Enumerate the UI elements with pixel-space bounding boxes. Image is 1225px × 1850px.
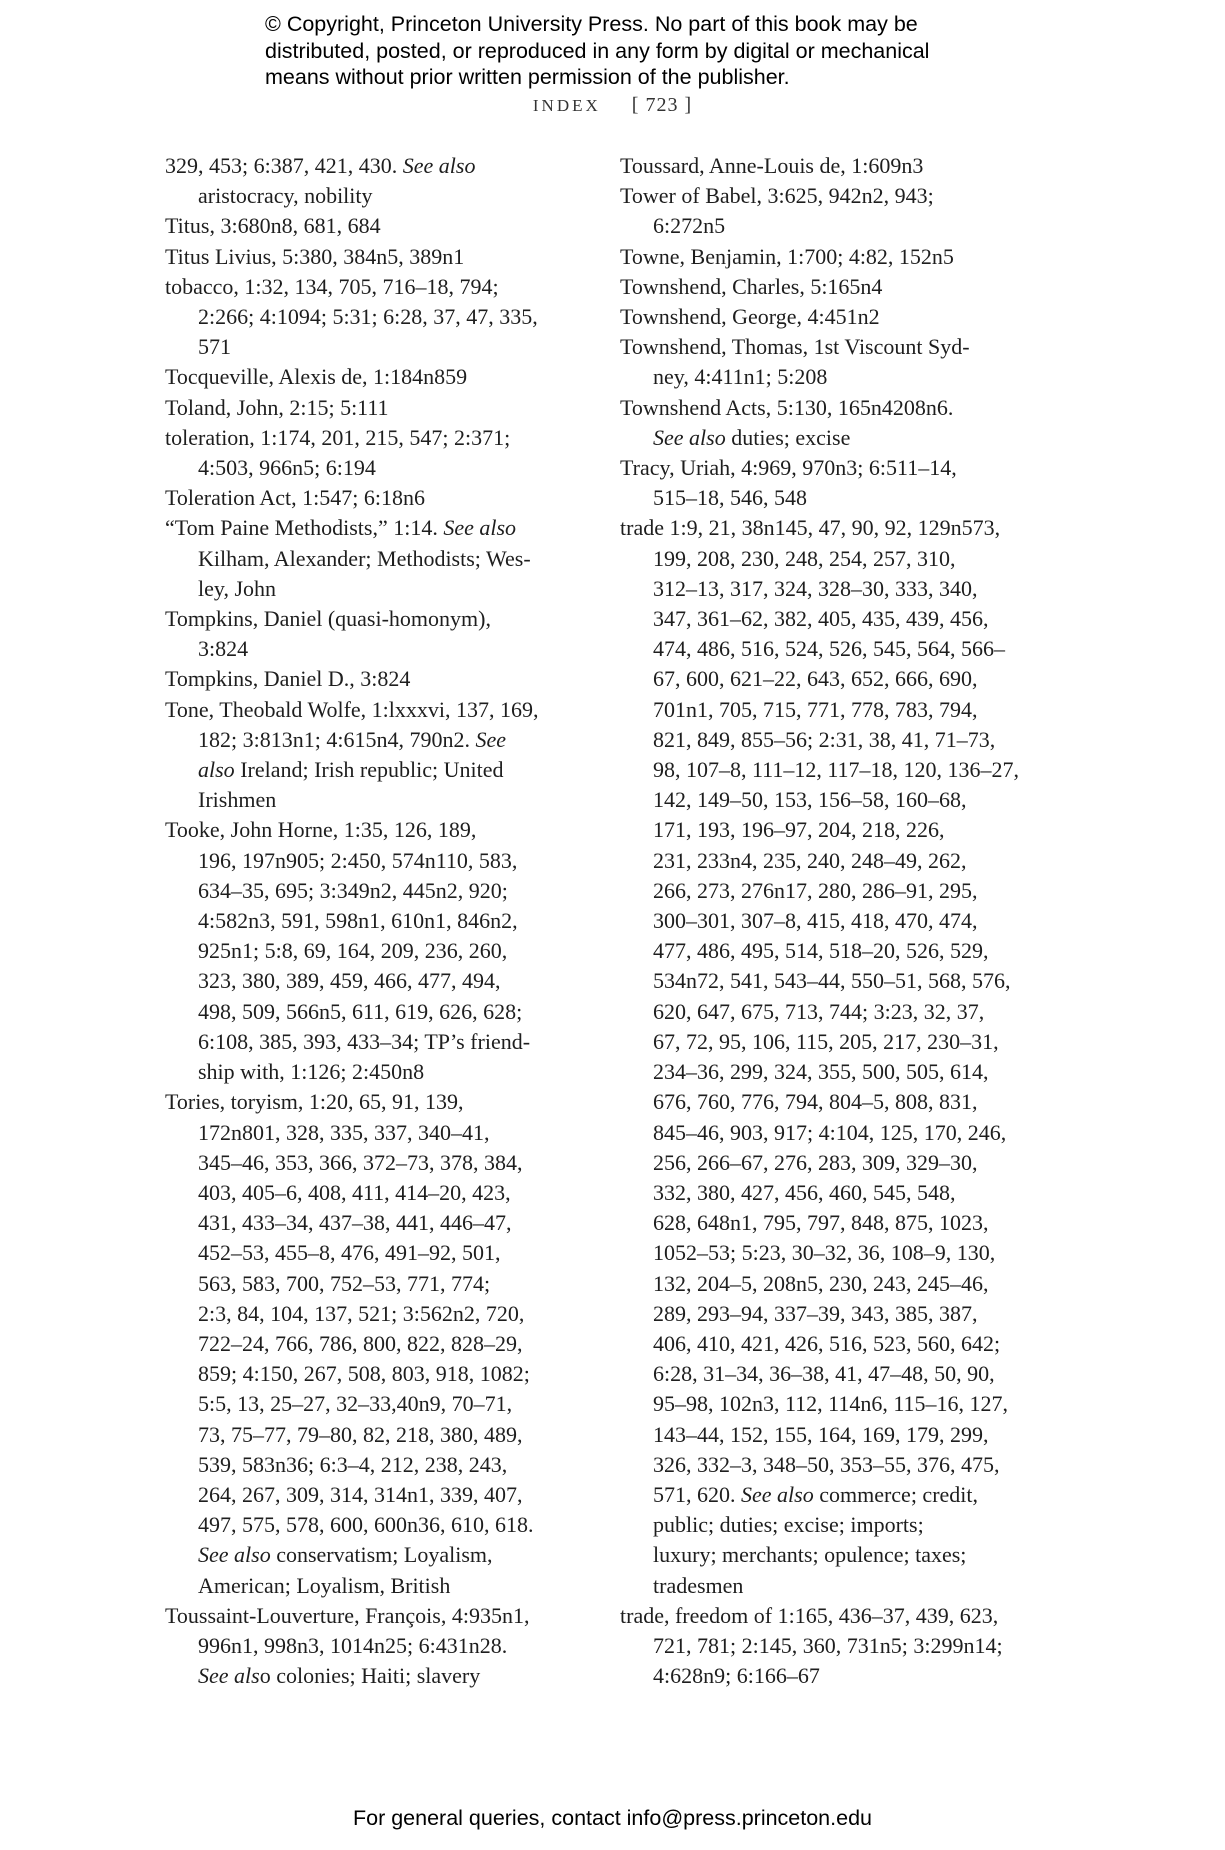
index-entry-continuation: 5:5, 13, 25–27, 32–33,40n9, 70–71, <box>198 1391 513 1417</box>
index-entry-continuation: 406, 410, 421, 426, 516, 523, 560, 642; <box>653 1330 1001 1356</box>
index-entry-continuation: 196, 197n905; 2:450, 574n110, 583, <box>198 847 518 873</box>
index-entry-continuation: 266, 273, 276n17, 280, 286–91, 295, <box>653 877 978 903</box>
index-entry-continuation: 6:28, 31–34, 36–38, 41, 47–48, 50, 90, <box>653 1361 995 1387</box>
index-entry-continuation: 234–36, 299, 324, 355, 500, 505, 614, <box>653 1059 989 1085</box>
index-entry-heading: Tompkins, Daniel D., 3:824 <box>165 666 411 692</box>
index-entry-heading: Townshend, George, 4:451n2 <box>620 304 880 330</box>
copyright-line: © Copyright, Princeton University Press. No part of this book may be <box>265 12 918 36</box>
index-entry-continuation: luxury; merchants; opulence; taxes; <box>653 1542 967 1568</box>
index-entry-continuation: 171, 193, 196–97, 204, 218, 226, <box>653 817 945 843</box>
index-entry-continuation: 3:824 <box>198 636 249 662</box>
index-entry <box>165 151 585 211</box>
index-entry-continuation: 821, 849, 855–56; 2:31, 38, 41, 71–73, <box>653 726 996 752</box>
index-entry-continuation: 721, 781; 2:145, 360, 731n5; 3:299n14; <box>653 1632 1003 1658</box>
index-entry-continuation: 289, 293–94, 337–39, 343, 385, 387, <box>653 1300 978 1326</box>
index-entry-continuation: 6:272n5 <box>653 213 726 239</box>
index-entry-heading: 329, 453; 6:387, 421, 430. See also <box>165 153 476 178</box>
index-entry-continuation: 452–53, 455–8, 476, 491–92, 501, <box>198 1240 501 1266</box>
index-entry-continuation: 4:628n9; 6:166–67 <box>653 1663 820 1689</box>
index-entry-continuation: Kilham, Alexander; Methodists; Wes- <box>198 545 531 571</box>
index-entry-heading: Toleration Act, 1:547; 6:18n6 <box>165 485 425 511</box>
index-entry-heading: tobacco, 1:32, 134, 705, 716–18, 794; <box>165 273 499 299</box>
index-entry-continuation: 845–46, 903, 917; 4:104, 125, 170, 246, <box>653 1119 1007 1145</box>
index-entry-continuation: 95–98, 102n3, 112, 114n6, 115–16, 127, <box>653 1391 1009 1417</box>
index-entry-continuation: 6:108, 385, 393, 433–34; TP’s friend- <box>198 1028 531 1054</box>
index-entry-continuation: See also duties; excise <box>653 424 851 450</box>
index-entry-continuation: See also colonies; Haiti; slavery <box>198 1663 481 1689</box>
index-entry <box>620 1601 1040 1692</box>
index-entry-continuation: 571 <box>198 334 231 360</box>
index-entry-continuation: 231, 233n4, 235, 240, 248–49, 262, <box>653 847 967 873</box>
index-column-left <box>165 151 585 1691</box>
index-entry-continuation: 132, 204–5, 208n5, 230, 243, 245–46, <box>653 1270 989 1296</box>
index-entry-continuation: 701n1, 705, 715, 771, 778, 783, 794, <box>653 696 978 722</box>
index-entry-heading: Townshend, Charles, 5:165n4 <box>620 273 883 299</box>
copyright-notice <box>265 11 1025 91</box>
index-entry-continuation: public; duties; excise; imports; <box>653 1512 924 1538</box>
index-entry <box>165 513 585 604</box>
index-entry <box>620 453 1040 513</box>
index-entry-continuation: 403, 405–6, 408, 411, 414–20, 423, <box>198 1179 511 1205</box>
index-entry <box>620 151 1040 181</box>
index-entry-continuation: 98, 107–8, 111–12, 117–18, 120, 136–27, <box>653 757 1020 783</box>
index-entry <box>165 242 585 272</box>
index-entry-heading: Toussard, Anne-Louis de, 1:609n3 <box>620 153 924 178</box>
index-entry <box>165 272 585 363</box>
index-entry <box>165 393 585 423</box>
index-entry-heading: toleration, 1:174, 201, 215, 547; 2:371; <box>165 424 511 450</box>
index-entry-continuation: 300–301, 307–8, 415, 418, 470, 474, <box>653 908 978 934</box>
index-entry-continuation: 326, 332–3, 348–50, 353–55, 376, 475, <box>653 1451 1000 1477</box>
index-entry-continuation: ley, John <box>198 575 277 601</box>
index-entry-heading: Tone, Theobald Wolfe, 1:lxxxvi, 137, 169, <box>165 696 539 722</box>
index-column-right <box>620 151 1040 1691</box>
index-entry-continuation: American; Loyalism, British <box>198 1572 451 1598</box>
index-entry-continuation: 182; 3:813n1; 4:615n4, 790n2. See <box>198 726 506 752</box>
index-entry-continuation: 925n1; 5:8, 69, 164, 209, 236, 260, <box>198 938 508 964</box>
index-entry <box>620 513 1040 1600</box>
index-entry <box>620 181 1040 241</box>
index-entry-heading: Tocqueville, Alexis de, 1:184n859 <box>165 364 468 390</box>
index-entry-continuation: 256, 266–67, 276, 283, 309, 329–30, <box>653 1149 978 1175</box>
index-entry-heading: Tower of Babel, 3:625, 942n2, 943; <box>620 183 934 209</box>
index-entry-heading: Townshend, Thomas, 1st Viscount Syd- <box>620 334 970 360</box>
index-entry-continuation: See also conservatism; Loyalism, <box>198 1542 493 1568</box>
index-entry-continuation: 431, 433–34, 437–38, 441, 446–47, <box>198 1210 512 1236</box>
running-head <box>0 94 1225 117</box>
index-entry-heading: Tories, toryism, 1:20, 65, 91, 139, <box>165 1089 464 1115</box>
index-entry-continuation: aristocracy, nobility <box>198 183 373 209</box>
index-entry-continuation: 2:266; 4:1094; 5:31; 6:28, 37, 47, 335, <box>198 304 538 330</box>
index-entry-continuation: 347, 361–62, 382, 405, 435, 439, 456, <box>653 606 989 632</box>
index-entry-heading: Townshend Acts, 5:130, 165n4208n6. <box>620 394 954 420</box>
index-entry-continuation: tradesmen <box>653 1572 744 1598</box>
index-entry <box>165 483 585 513</box>
index-entry-heading: Tracy, Uriah, 4:969, 970n3; 6:511–14, <box>620 455 957 481</box>
index-entry-continuation: Irishmen <box>198 787 277 813</box>
index-entry-continuation: 859; 4:150, 267, 508, 803, 918, 1082; <box>198 1361 530 1387</box>
index-entry <box>165 423 585 483</box>
index-entry-continuation: 1052–53; 5:23, 30–32, 36, 108–9, 130, <box>653 1240 996 1266</box>
running-head-title: INDEX <box>532 96 601 115</box>
index-entry-continuation: 4:582n3, 591, 598n1, 610n1, 846n2, <box>198 908 518 934</box>
index-entry <box>620 393 1040 453</box>
copyright-line: means without prior written permission of the publisher. <box>265 65 790 89</box>
index-entry-continuation: 312–13, 317, 324, 328–30, 333, 340, <box>653 575 978 601</box>
index-entry-continuation: 142, 149–50, 153, 156–58, 160–68, <box>653 787 967 813</box>
index-entry-heading: Toussaint-Louverture, François, 4:935n1, <box>165 1602 530 1628</box>
index-entry-continuation: also Ireland; Irish republic; United <box>198 757 504 783</box>
index-entry-heading: Titus Livius, 5:380, 384n5, 389n1 <box>165 243 465 269</box>
footer-contact: For general queries, contact info@press.princeton.edu <box>352 1806 872 1830</box>
index-entry-continuation: 4:503, 966n5; 6:194 <box>198 455 376 481</box>
index-entry-continuation: 172n801, 328, 335, 337, 340–41, <box>198 1119 490 1145</box>
index-entry <box>165 664 585 694</box>
index-entry <box>165 211 585 241</box>
index-entry-continuation: ney, 4:411n1; 5:208 <box>653 364 828 390</box>
index-entry <box>165 815 585 1087</box>
index-entry-continuation: 199, 208, 230, 248, 254, 257, 310, <box>653 545 956 571</box>
index-entry <box>620 272 1040 302</box>
index-entry-continuation: 474, 486, 516, 524, 526, 545, 564, 566– <box>653 636 1005 662</box>
index-entry <box>165 1601 585 1692</box>
copyright-line: distributed, posted, or reproduced in any form by digital or mechanical <box>265 38 930 63</box>
index-entry-continuation: 571, 620. See also commerce; credit, <box>653 1481 979 1507</box>
index-entry-continuation: 676, 760, 776, 794, 804–5, 808, 831, <box>653 1089 978 1115</box>
index-entry-continuation: 498, 509, 566n5, 611, 619, 626, 628; <box>198 998 523 1024</box>
index-entry <box>165 695 585 816</box>
index-entry <box>165 1087 585 1600</box>
index-entry-continuation: 477, 486, 495, 514, 518–20, 526, 529, <box>653 938 989 964</box>
index-entry-heading: Towne, Benjamin, 1:700; 4:82, 152n5 <box>620 243 954 269</box>
index-entry-continuation: 67, 72, 95, 106, 115, 205, 217, 230–31, <box>653 1028 999 1054</box>
index-entry <box>165 362 585 392</box>
index-entry-continuation: 628, 648n1, 795, 797, 848, 875, 1023, <box>653 1210 989 1236</box>
index-entry-continuation: 345–46, 353, 366, 372–73, 378, 384, <box>198 1149 523 1175</box>
index-entry-continuation: 634–35, 695; 3:349n2, 445n2, 920; <box>198 877 508 903</box>
index-entry-continuation: 2:3, 84, 104, 137, 521; 3:562n2, 720, <box>198 1300 525 1326</box>
index-entry-heading: trade 1:9, 21, 38n145, 47, 90, 92, 129n573, <box>620 515 1001 541</box>
index-entry-continuation: 67, 600, 621–22, 643, 652, 666, 690, <box>653 666 978 692</box>
index-entry-heading: Toland, John, 2:15; 5:111 <box>165 394 389 420</box>
index-entry-continuation: 497, 575, 578, 600, 600n36, 610, 618. <box>198 1512 534 1538</box>
index-entry-continuation: 539, 583n36; 6:3–4, 212, 238, 243, <box>198 1451 508 1477</box>
index-entry <box>620 302 1040 332</box>
index-entry-continuation: 620, 647, 675, 713, 744; 3:23, 32, 37, <box>653 998 985 1024</box>
index-entry <box>620 242 1040 272</box>
index-entry <box>165 604 585 664</box>
index-entry-heading: Tooke, John Horne, 1:35, 126, 189, <box>165 817 477 843</box>
index-entry-continuation: 332, 380, 427, 456, 460, 545, 548, <box>653 1179 956 1205</box>
index-entry-continuation: ship with, 1:126; 2:450n8 <box>198 1059 425 1085</box>
index-entry-continuation: 515–18, 546, 548 <box>653 485 807 511</box>
index-entry-continuation: 534n72, 541, 543–44, 550–51, 568, 576, <box>653 968 1011 994</box>
page-number: [ 723 ] <box>631 94 693 116</box>
index-entry-continuation: 722–24, 766, 786, 800, 822, 828–29, <box>198 1330 523 1356</box>
index-entry-heading: Tompkins, Daniel (quasi-homonym), <box>165 606 491 632</box>
index-entry-continuation: 563, 583, 700, 752–53, 771, 774; <box>198 1270 491 1296</box>
index-entry-continuation: 996n1, 998n3, 1014n25; 6:431n28. <box>198 1632 508 1658</box>
index-entry-heading: trade, freedom of 1:165, 436–37, 439, 623, <box>620 1602 999 1628</box>
index-entry-continuation: 323, 380, 389, 459, 466, 477, 494, <box>198 968 501 994</box>
index-entry-continuation: 264, 267, 309, 314, 314n1, 339, 407, <box>198 1481 523 1507</box>
index-entry-continuation: 143–44, 152, 155, 164, 169, 179, 299, <box>653 1421 989 1447</box>
index-entry-heading: “Tom Paine Methodists,” 1:14. See also <box>165 515 517 541</box>
index-entry-heading: Titus, 3:680n8, 681, 684 <box>165 213 381 239</box>
index-entry <box>620 332 1040 392</box>
index-entry-continuation: 73, 75–77, 79–80, 82, 218, 380, 489, <box>198 1421 523 1447</box>
